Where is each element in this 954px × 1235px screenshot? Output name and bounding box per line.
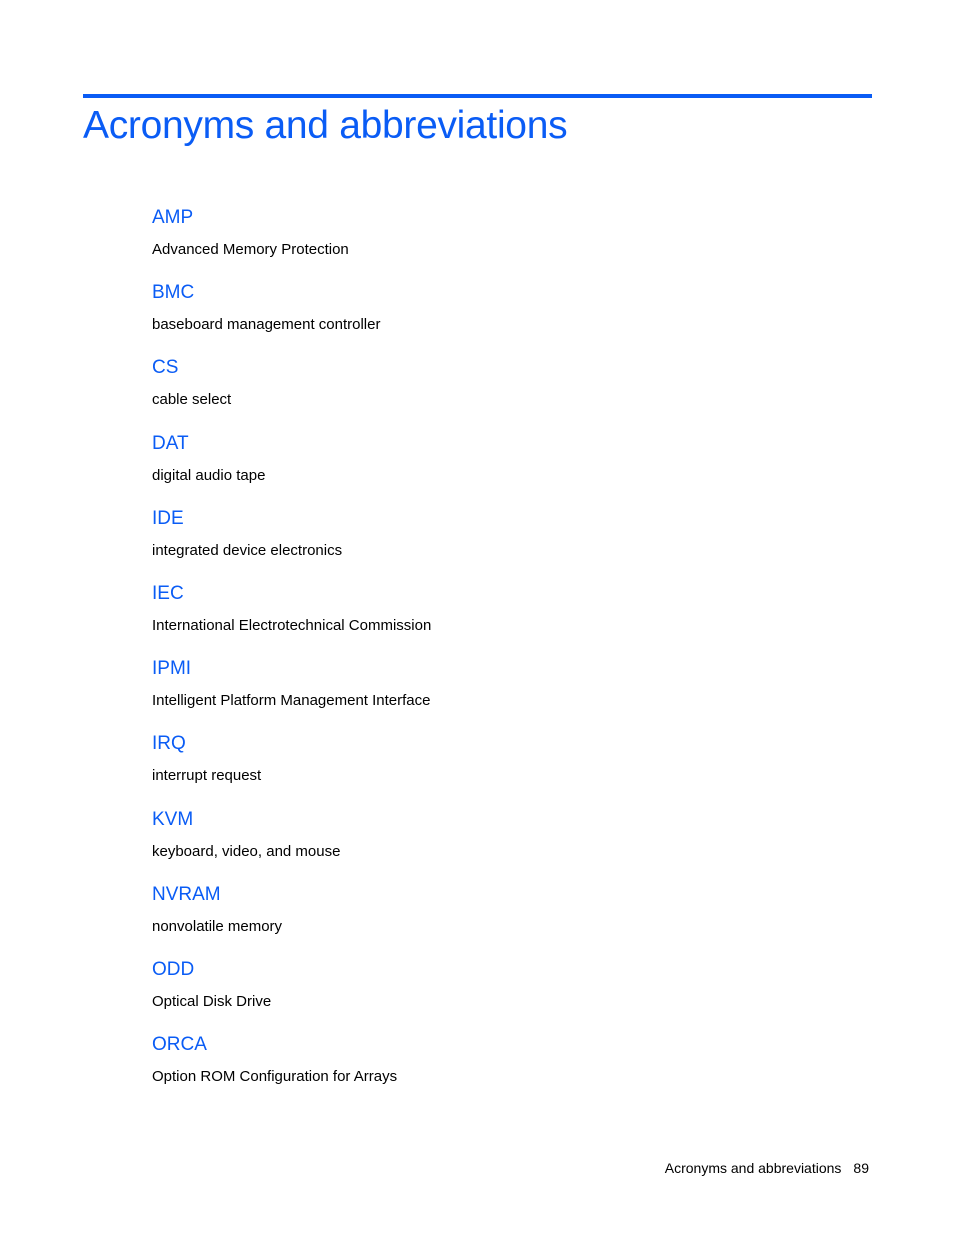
glossary-entry [152, 504, 852, 579]
glossary-entry [152, 278, 852, 353]
glossary-term: CS [152, 357, 179, 379]
page-title: Acronyms and abbreviations [83, 104, 568, 147]
glossary-list [152, 203, 852, 1105]
glossary-term: DAT [152, 432, 189, 454]
glossary-term: ODD [152, 958, 195, 980]
glossary-entry [152, 805, 852, 880]
glossary-term: NVRAM [152, 883, 221, 905]
page-number: 89 [853, 1160, 869, 1176]
glossary-definition: keyboard, video, and mouse [152, 842, 341, 860]
page-footer [665, 1158, 869, 1178]
glossary-entry [152, 203, 852, 278]
glossary-term: ORCA [152, 1034, 207, 1056]
footer-section-title: Acronyms and abbreviations [664, 1160, 842, 1176]
glossary-definition: baseboard management controller [152, 316, 381, 334]
glossary-definition: Advanced Memory Protection [152, 241, 349, 258]
title-rule [83, 94, 872, 98]
glossary-entry [152, 1030, 852, 1105]
glossary-entry [152, 353, 852, 428]
glossary-entry [152, 429, 852, 504]
glossary-definition: nonvolatile memory [152, 917, 283, 935]
glossary-definition: Intelligent Platform Management Interface [152, 692, 431, 710]
glossary-term: AMP [152, 207, 194, 228]
glossary-definition: International Electrotechnical Commission [152, 616, 432, 634]
glossary-term: BMC [152, 282, 195, 304]
glossary-term: IRQ [152, 733, 186, 755]
glossary-definition: Option ROM Configuration for Arrays [152, 1068, 398, 1086]
glossary-entry [152, 579, 852, 654]
glossary-entry [152, 729, 852, 804]
glossary-definition: interrupt request [152, 767, 262, 785]
glossary-term: IDE [152, 507, 184, 529]
glossary-definition: integrated device electronics [152, 541, 343, 559]
glossary-definition: digital audio tape [152, 466, 266, 484]
glossary-entry [152, 880, 852, 955]
glossary-term: IPMI [152, 658, 192, 680]
glossary-definition: Optical Disk Drive [152, 992, 272, 1010]
glossary-entry [152, 955, 852, 1030]
glossary-definition: cable select [152, 391, 232, 409]
glossary-term: KVM [152, 808, 194, 830]
glossary-entry [152, 654, 852, 729]
glossary-term: IEC [152, 582, 184, 604]
